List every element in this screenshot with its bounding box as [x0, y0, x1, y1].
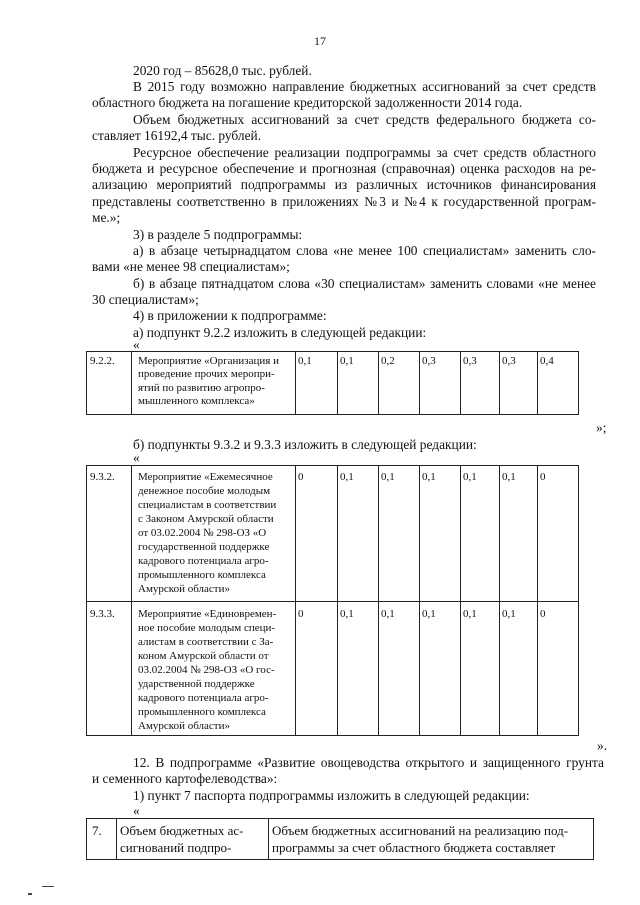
- cell-value: 0: [298, 608, 304, 620]
- text-line: а) подпункт 9.2.2 изложить в следующей редакции:: [133, 325, 427, 340]
- cell-value: 0,3: [422, 355, 436, 367]
- cell-desc-line: специалистам в соответствии: [138, 499, 277, 511]
- cell-desc-line: Амурской области»: [138, 720, 230, 732]
- text-line: бюджета и ресурсное обеспечение и прогнозная (справочная) оценка расходов на ре-: [92, 161, 596, 176]
- cell-desc-line: кадрового потенциала агро-: [138, 692, 269, 704]
- cell-code: 9.2.2.: [90, 355, 115, 367]
- cell-label-line: сигнований подпро-: [120, 840, 232, 855]
- scan-mark: [28, 893, 32, 895]
- cell-value: 0,1: [502, 608, 516, 620]
- cell-value: 0: [540, 471, 546, 483]
- cell-desc-line: ударственной поддержке: [138, 678, 255, 690]
- open-quote: «: [133, 337, 140, 352]
- cell-value: 0: [298, 471, 304, 483]
- text-line: ме.»;: [92, 210, 121, 225]
- cell-value: 0,1: [381, 471, 395, 483]
- cell-value: 0,1: [463, 471, 477, 483]
- text-line: а) в абзаце четырнадцатом слова «не менее 100 специалистам» заменить сло-: [133, 243, 596, 258]
- cell-desc-line: промышленного комплекса: [138, 569, 266, 581]
- cell-desc-line: Мероприятие «Ежемесячное: [138, 471, 273, 483]
- text-line: вами «не менее 98 специалистам»;: [92, 259, 290, 274]
- cell-desc-line: ное пособие молодым специ-: [138, 622, 276, 634]
- cell-value: 0,1: [422, 471, 436, 483]
- scan-mark: [42, 886, 54, 887]
- cell-code: 9.3.3.: [90, 608, 115, 620]
- text-line: ализацию мероприятий подпрограммы из различных источников финансирования: [92, 177, 596, 192]
- cell-desc-line: денежное пособие молодым: [138, 485, 271, 497]
- cell-value: 0,1: [340, 355, 354, 367]
- cell-desc-line: Мероприятие «Единовремен-: [138, 608, 277, 620]
- cell-value: 0: [540, 608, 546, 620]
- cell-desc-line: промышленного комплекса: [138, 706, 266, 718]
- cell-value: 0,1: [340, 471, 354, 483]
- text-line: 30 специалистам»;: [92, 292, 199, 307]
- text-line: 1) пункт 7 паспорта подпрограммы изложить в следующей редакции:: [133, 788, 530, 803]
- text-line: и семенного картофелеводства»:: [92, 771, 278, 786]
- cell-desc-line: 03.02.2004 № 298-ОЗ «О гос-: [138, 664, 275, 676]
- closing-mark: »;: [596, 420, 607, 435]
- cell-desc-line: алистам в соответствии с За-: [138, 636, 274, 648]
- text-line: б) в абзаце пятнадцатом слова «30 специалистам» заменить словами «не менее: [133, 276, 596, 291]
- cell-desc-line: Амурской области»: [138, 583, 230, 595]
- cell-value: 0,1: [340, 608, 354, 620]
- cell-value: 0,1: [298, 355, 312, 367]
- text-line: ставляет 16192,4 тыс. рублей.: [92, 128, 262, 143]
- text-line: 3) в разделе 5 подпрограммы:: [133, 227, 303, 242]
- open-quote: «: [133, 803, 140, 818]
- text-line: 12. В подпрограмме «Развитие овощеводства открытого и защищенного грунта: [133, 755, 604, 770]
- cell-value: 0,4: [540, 355, 554, 367]
- text-line: б) подпункты 9.3.2 и 9.3.3 изложить в следующей редакции:: [133, 437, 477, 452]
- text-line: представлены соответственно в приложениях №3 и №4 к государственной програм-: [92, 194, 596, 209]
- text-line: областного бюджета на погашение кредиторской задолженности 2014 года.: [92, 95, 523, 110]
- cell-value: 0,1: [463, 608, 477, 620]
- cell-desc-line: кадрового потенциала агро-: [138, 555, 269, 567]
- cell-desc-line: государственной поддержке: [138, 541, 270, 553]
- cell-value: 0,2: [381, 355, 395, 367]
- cell-desc-line: ятий по развитию агропро-: [138, 382, 265, 394]
- cell-text-line: Объем бюджетных ассигнований на реализацию под-: [272, 823, 569, 838]
- cell-value: 0,1: [381, 608, 395, 620]
- text-line: 4) в приложении к подпрограмме:: [133, 308, 327, 323]
- cell-value: 0,1: [422, 608, 436, 620]
- open-quote: «: [133, 450, 140, 465]
- cell-value: 0,1: [502, 471, 516, 483]
- cell-desc-line: Мероприятие «Организация и: [138, 355, 279, 367]
- cell-num: 7.: [92, 823, 102, 838]
- text-line: В 2015 году возможно направление бюджетных ассигнований за счет средств: [133, 79, 596, 94]
- cell-code: 9.3.2.: [90, 471, 115, 483]
- cell-desc-line: с Законом Амурской области: [138, 513, 274, 525]
- text-line: Объем бюджетных ассигнований за счет средств федерального бюджета со-: [133, 112, 596, 127]
- cell-desc-line: от 03.02.2004 № 298-ОЗ «О: [138, 527, 267, 539]
- cell-label-line: Объем бюджетных ас-: [120, 823, 244, 838]
- page-number: 17: [314, 34, 326, 48]
- cell-value: 0,3: [502, 355, 516, 367]
- text-line: 2020 год – 85628,0 тыс. рублей.: [133, 63, 312, 78]
- closing-mark: ».: [597, 738, 608, 753]
- cell-desc-line: проведение прочих меропри-: [138, 368, 275, 380]
- cell-value: 0,3: [463, 355, 477, 367]
- cell-text-line: программы за счет областного бюджета составляет: [272, 840, 556, 855]
- text-line: Ресурсное обеспечение реализации подпрограммы за счет средств областного: [133, 145, 596, 160]
- cell-desc-line: мышленного комплекса»: [138, 395, 255, 407]
- cell-desc-line: коном Амурской области от: [138, 650, 269, 662]
